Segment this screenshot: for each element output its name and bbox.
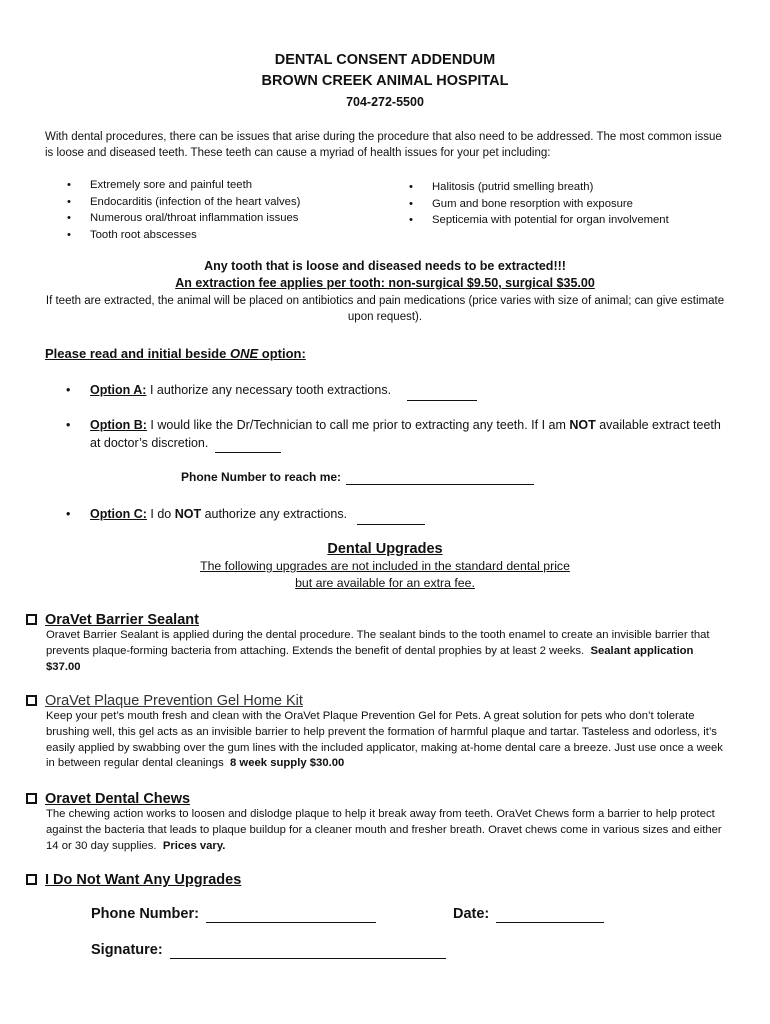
dental-chews-checkbox[interactable] [26, 793, 37, 804]
option-instructions: Please read and initial beside ONE option: [45, 346, 306, 361]
extraction-notice [40, 258, 730, 325]
plaque-gel-checkbox[interactable] [26, 695, 37, 706]
upgrade-price: Sealant application $37.00 [46, 644, 694, 673]
signature-field[interactable] [170, 942, 446, 959]
bullet-icon: • [409, 197, 413, 210]
upgrades-title: Dental Upgrades [327, 541, 443, 557]
upgrades-subtitle-2: but are available for an extra fee. [295, 576, 475, 590]
footer-phone-row [91, 906, 376, 923]
bullet-icon: • [66, 507, 71, 521]
bullet-icon: • [67, 212, 71, 224]
option-c-label: Option C: [90, 507, 147, 521]
form-title: DENTAL CONSENT ADDENDUM [274, 52, 496, 68]
form-header [0, 50, 770, 109]
footer-phone-field[interactable] [206, 906, 376, 923]
list-item: • Endocarditis (infection of the heart valves) [45, 194, 385, 211]
upgrade-title: I Do Not Want Any Upgrades [45, 872, 242, 888]
list-item: • Gum and bone resorption with exposure [387, 196, 727, 213]
bullet-icon: • [409, 214, 413, 226]
list-item: • Extremely sore and painful teeth [45, 177, 385, 194]
footer-phone-label: Phone Number: [91, 906, 199, 922]
option-a-text: I authorize any necessary tooth extractions. [146, 383, 392, 397]
barrier-sealant-checkbox[interactable] [26, 614, 37, 625]
option-c: • Option C: I do NOT authorize any extractions. [66, 506, 726, 525]
footer-date-field[interactable] [496, 906, 604, 923]
extraction-fee: An extraction fee applies per tooth: non-surgical $9.50, surgical $35.00 [175, 276, 595, 290]
upgrades-header [0, 541, 770, 592]
footer-signature-label: Signature: [91, 942, 163, 958]
upgrade-dental-chews [26, 791, 726, 854]
hospital-phone: 704-272-5500 [346, 95, 424, 109]
bullet-icon: • [66, 418, 71, 432]
extraction-note: If teeth are extracted, the animal will be placed on antibiotics and pain medications (price varies with size of animal; can give estimate upon request). [45, 295, 725, 323]
option-a [66, 382, 726, 401]
list-item: • Numerous oral/throat inflammation issues [45, 210, 385, 227]
upgrade-none [26, 872, 726, 888]
list-item: • Tooth root abscesses [45, 227, 385, 244]
list-item: • Halitosis (putrid smelling breath) [387, 179, 727, 196]
option-c-initial-field[interactable] [357, 506, 425, 525]
bullet-icon: • [66, 383, 71, 397]
upgrade-barrier-sealant [26, 612, 726, 675]
option-b-initial-field[interactable] [215, 435, 281, 454]
bullet-icon: • [67, 179, 71, 191]
hospital-name: BROWN CREEK ANIMAL HOSPITAL [261, 73, 509, 89]
footer-date-label: Date: [453, 906, 490, 922]
option-a-label: Option A: [90, 383, 147, 397]
option-b: • Option B: I would like the Dr/Technician to call me prior to extracting any teeth. If I am NOT available extract teeth at doctor’s discretion. [66, 417, 726, 453]
reach-phone-label: Phone Number to reach me: [181, 470, 342, 484]
upgrade-title: OraVet Barrier Sealant [45, 612, 199, 628]
bullet-icon: • [67, 228, 71, 241]
upgrade-price: Prices vary. [162, 839, 226, 852]
option-b-label: Option B: [90, 418, 147, 432]
intro-paragraph: With dental procedures, there can be issues that arise during the procedure that also need to be addressed. The most common issue is loose and diseased teeth. These teeth can cause a myriad of health issues for your pet including: [45, 131, 722, 159]
reach-phone-row [181, 470, 534, 485]
upgrade-description: The chewing action works to loosen and dislodge plaque to help it break away from teeth. OraVet Chews form a barrier to help protect against the bacteria that leads to plaque buildup for a cleaner mouth and fresher breath. Oravet chews come in various sizes and either 14 or 30 day supplies. Prices vary. [46, 808, 722, 852]
upgrade-description: Oravet Barrier Sealant is applied during the dental procedure. The sealant binds to the tooth enamel to create an invisible barrier that prevents plaque-forming bacteria from attaching. Extends the benefit of dental prophies by at least 2 weeks. Sealant application $37.00 [46, 629, 710, 673]
upgrade-title: Oravet Dental Chews [45, 791, 191, 807]
issues-list-right [387, 179, 727, 229]
no-upgrades-checkbox[interactable] [26, 874, 37, 885]
extraction-warning: Any tooth that is loose and diseased needs to be extracted!!! [204, 259, 566, 273]
emphasis-one: ONE [229, 346, 259, 361]
bullet-icon: • [409, 181, 413, 193]
upgrade-title: OraVet Plaque Prevention Gel Home Kit [45, 693, 303, 709]
bullet-icon: • [67, 195, 71, 208]
footer-date-row [453, 906, 604, 923]
reach-phone-field[interactable] [346, 470, 534, 485]
upgrade-price: 8 week supply $30.00 [230, 757, 345, 770]
upgrades-subtitle-1: The following upgrades are not included in the standard dental price [200, 559, 570, 573]
upgrade-plaque-gel [26, 693, 726, 772]
footer-signature-row [91, 942, 446, 959]
option-a-initial-field[interactable] [407, 382, 477, 401]
upgrade-description: Keep your pet’s mouth fresh and clean with the OraVet Plaque Prevention Gel for Pets. A great solution for pets who don’t tolerate brushing well, this gel acts as an invisible barrier to help prevent the formation of harmful plaque and tartar. Tasteless and odorless, it’s easily applied by swabbing over the gum lines with the included applicator, making at-home dental care a breeze. Just use once a week in between regular dental cleanings 8 week supply $30.00 [46, 710, 723, 770]
issues-list-left [45, 177, 385, 243]
list-item: • Septicemia with potential for organ involvement [387, 212, 727, 229]
